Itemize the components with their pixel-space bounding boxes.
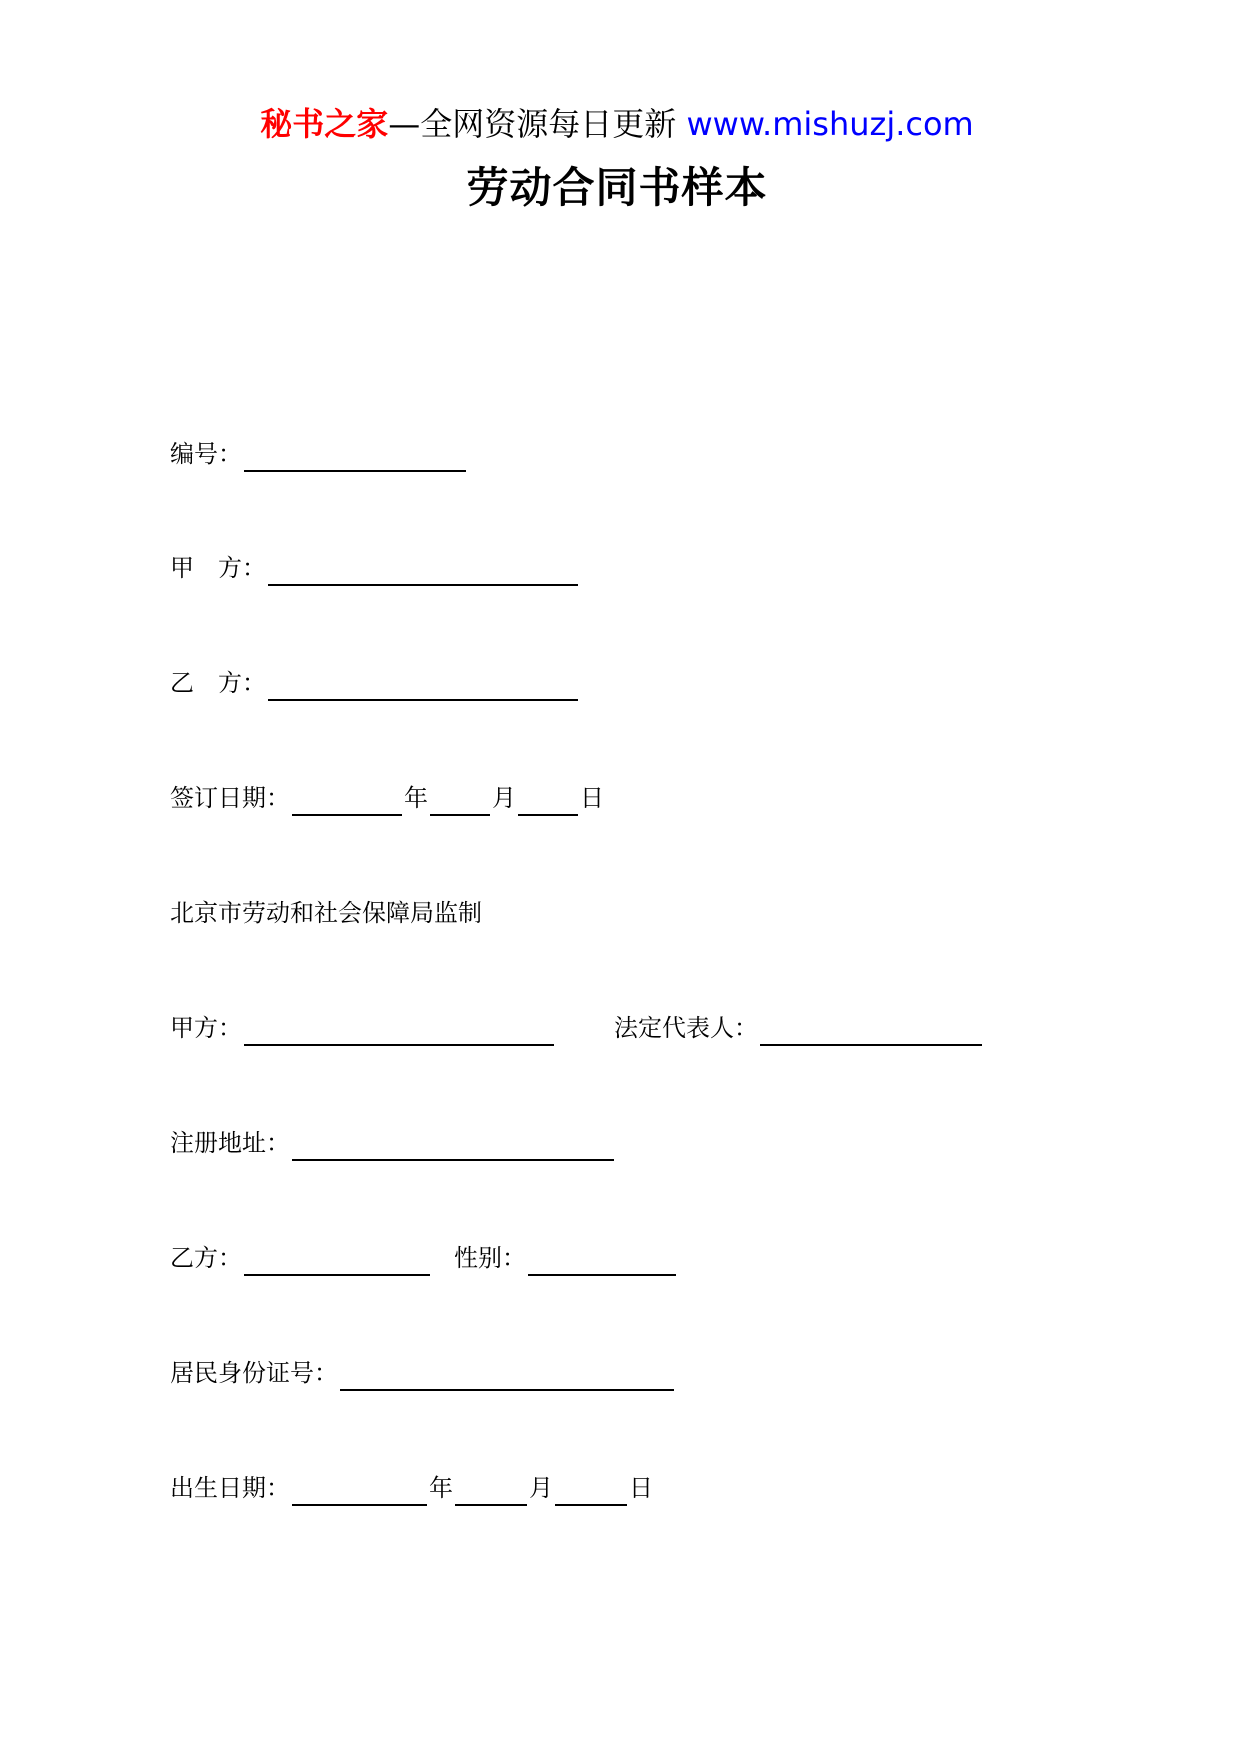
birth-day-label: 日 [629,1474,653,1502]
gender-label: 性别： [454,1244,526,1272]
legal-rep-label: 法定代表人： [614,1014,758,1042]
brand-name: 秘书之家 [260,105,389,143]
birth-year-label: 年 [429,1474,453,1502]
id-number-row [170,1355,676,1391]
sign-day-label: 日 [580,784,604,812]
cover-party-a-row [170,550,580,586]
birth-date-row [170,1470,653,1506]
birth-year-blank[interactable] [292,1474,427,1506]
id-number-label: 居民身份证号： [170,1359,338,1387]
birth-month-blank[interactable] [455,1474,527,1506]
header-slogan: —全网资源每日更新 [388,105,687,143]
cover-party-b-row [170,665,580,701]
supervisor-row [170,895,482,931]
reg-address-label: 注册地址： [170,1129,290,1157]
contract-number-row [170,436,468,472]
sign-year-label: 年 [404,784,428,812]
party-a-blank[interactable] [244,1014,554,1046]
supervisor-text: 北京市劳动和社会保障局监制 [170,899,482,927]
sign-day-blank[interactable] [518,784,578,816]
party-a-label: 甲方： [170,1014,242,1042]
cover-party-b-blank[interactable] [268,669,578,701]
party-b-blank[interactable] [244,1244,430,1276]
legal-rep-blank[interactable] [760,1014,982,1046]
site-url-link[interactable]: www.mishuzj.com [686,105,974,143]
gender-blank[interactable] [528,1244,676,1276]
sign-year-blank[interactable] [292,784,402,816]
id-number-blank[interactable] [340,1359,674,1391]
party-b-label: 乙方： [170,1244,242,1272]
party-a-row [170,1010,984,1046]
birth-month-label: 月 [529,1474,553,1502]
cover-party-b-label: 乙 方： [170,669,266,697]
sign-date-label: 签订日期： [170,784,290,812]
birth-date-label: 出生日期： [170,1474,290,1502]
reg-address-row [170,1125,616,1161]
contract-number-label: 编号： [170,440,242,468]
contract-number-blank[interactable] [244,440,466,472]
sign-month-label: 月 [492,784,516,812]
cover-party-a-label: 甲 方： [170,554,266,582]
sign-date-row [170,780,604,816]
cover-party-a-blank[interactable] [268,554,578,586]
site-header [0,100,1234,148]
document-title: 劳动合同书样本 [466,163,768,212]
reg-address-blank[interactable] [292,1129,614,1161]
sign-month-blank[interactable] [430,784,490,816]
birth-day-blank[interactable] [555,1474,627,1506]
party-b-row [170,1240,678,1276]
